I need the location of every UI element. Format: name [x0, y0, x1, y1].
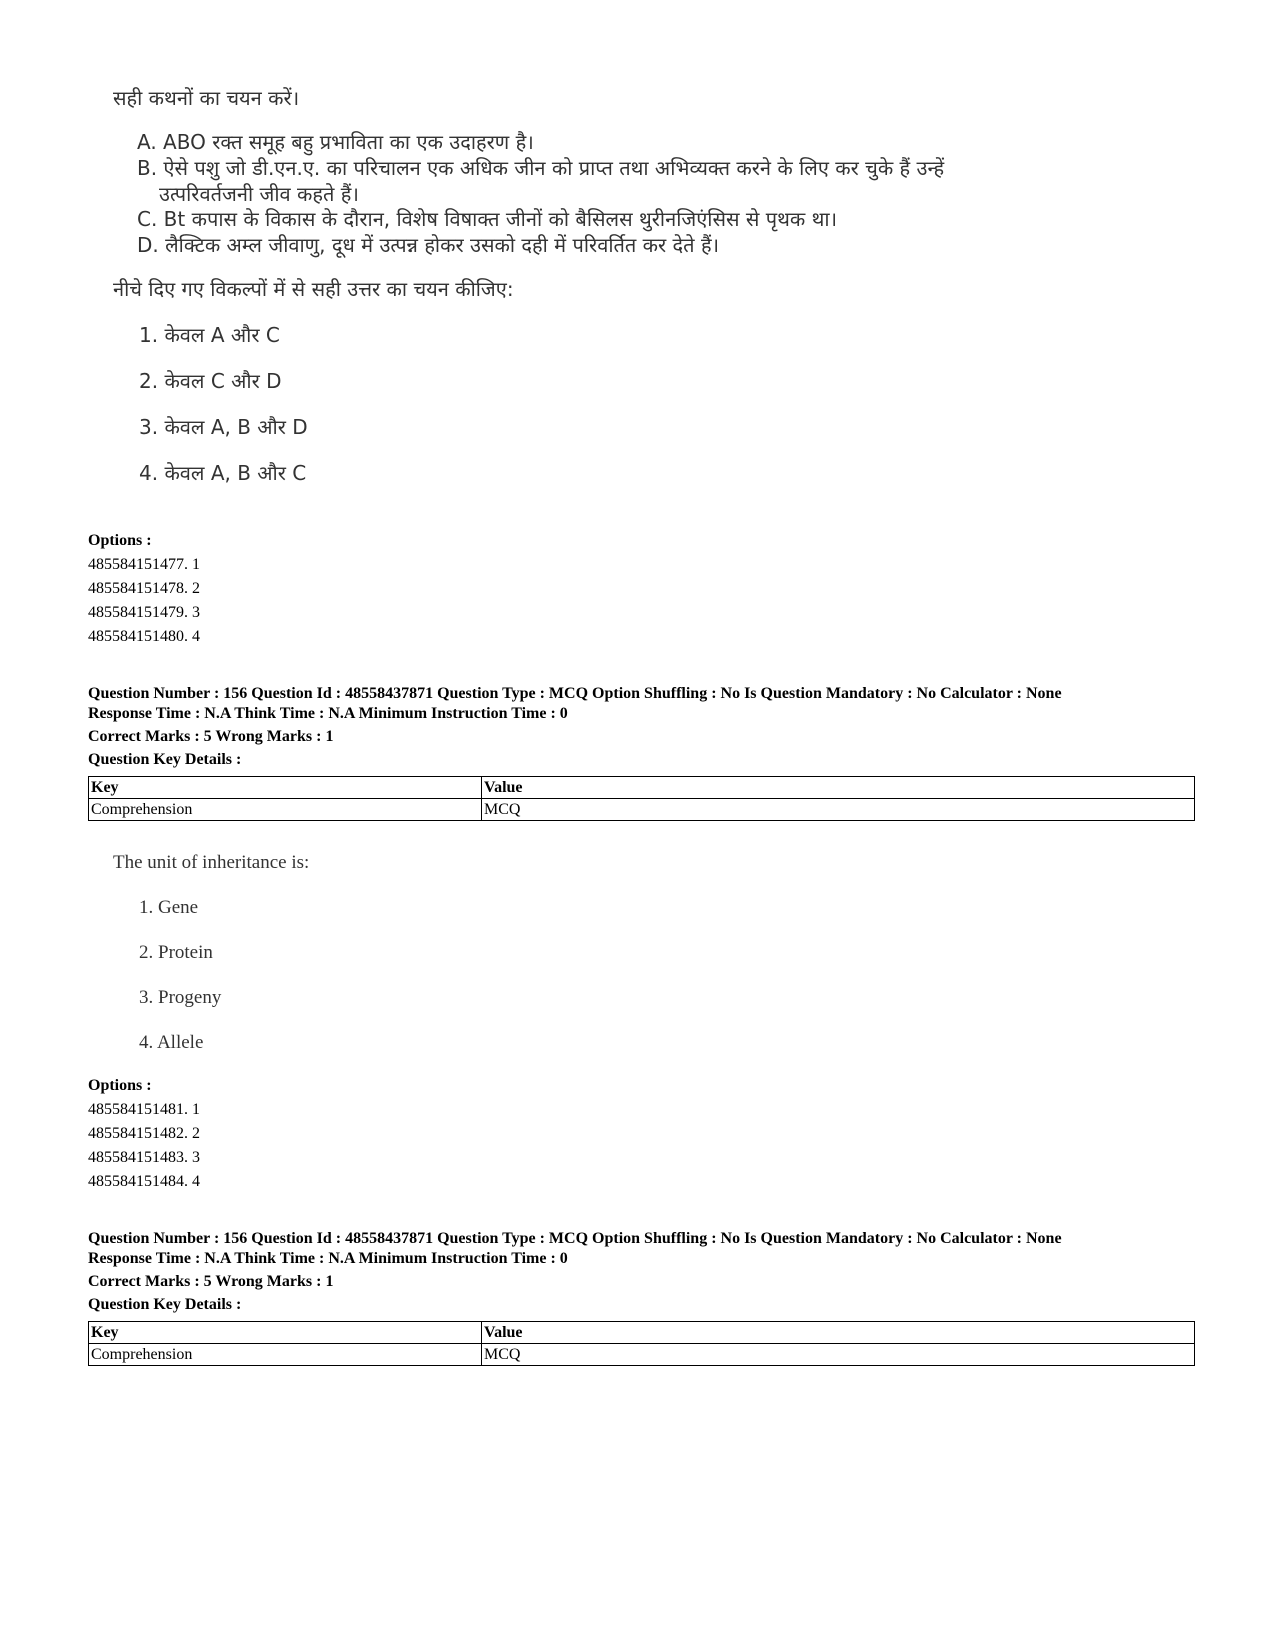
statement-b: B. ऐसे पशु जो डी.एन.ए. का परिचालन एक अधिक जीन को प्राप्त तथा अभिव्यक्त करने के लिए कर चुके हैं उन्हें: [137, 156, 945, 180]
statement-d: D. लैक्टिक अम्ल जीवाणु, दूध में उत्पन्न होकर उसको दही में परिवर्तित कर देते हैं।: [137, 233, 720, 257]
table-cell-key: Comprehension: [89, 1344, 482, 1366]
table-header-value: Value: [482, 1322, 1195, 1344]
option-item: 485584151479. 3: [88, 604, 200, 621]
table-header-row: [89, 1322, 1195, 1344]
table-cell-key: Comprehension: [89, 799, 482, 821]
question-meta-line1: Question Number : 156 Question Id : 48558437871 Question Type : MCQ Option Shuffling : No Is Question Mandatory : No Calculator : None: [88, 685, 1062, 702]
table-header-value: Value: [482, 777, 1195, 799]
key-details-table: [88, 776, 1195, 821]
option-item: 485584151484. 4: [88, 1173, 200, 1190]
choice-3: 3. केवल A, B और D: [139, 415, 308, 439]
choice-4: 4. Allele: [139, 1032, 204, 1053]
question-meta-line2: Response Time : N.A Think Time : N.A Minimum Instruction Time : 0: [88, 1250, 568, 1267]
statement-b-cont: उत्परिवर्तजनी जीव कहते हैं।: [159, 182, 359, 206]
question-meta-line2: Response Time : N.A Think Time : N.A Minimum Instruction Time : 0: [88, 705, 568, 722]
choice-4: 4. केवल A, B और C: [139, 461, 307, 485]
option-item: 485584151483. 3: [88, 1149, 200, 1166]
table-cell-value: MCQ: [482, 799, 1195, 821]
key-details-label: Question Key Details :: [88, 751, 242, 768]
statement-a: A. ABO रक्त समूह बहु प्रभाविता का एक उदाहरण है।: [137, 130, 534, 154]
question-stem: सही कथनों का चयन करें।: [113, 86, 300, 110]
question-meta-line1: Question Number : 156 Question Id : 48558437871 Question Type : MCQ Option Shuffling : No Is Question Mandatory : No Calculator : None: [88, 1230, 1062, 1247]
question-instruction: नीचे दिए गए विकल्पों में से सही उत्तर का चयन कीजिए:: [113, 277, 514, 301]
table-header-row: [89, 777, 1195, 799]
choice-2: 2. Protein: [139, 942, 213, 963]
option-item: 485584151481. 1: [88, 1101, 200, 1118]
options-block: [88, 529, 1195, 649]
options-block: [88, 1074, 1195, 1194]
question-stem: The unit of inheritance is:: [113, 852, 310, 873]
option-item: 485584151478. 2: [88, 580, 200, 597]
choice-2: 2. केवल C और D: [139, 369, 282, 393]
choice-1: 1. Gene: [139, 897, 199, 918]
question-meta: [88, 684, 1195, 770]
choice-1: 1. केवल A और C: [139, 323, 280, 347]
marks-line: Correct Marks : 5 Wrong Marks : 1: [88, 728, 334, 745]
option-item: 485584151477. 1: [88, 556, 200, 573]
question-meta: [88, 1229, 1195, 1315]
statement-c: C. Bt कपास के विकास के दौरान, विशेष विषाक्त जीनों को बैसिलस थुरीनजिएंसिस से पृथक था।: [137, 207, 838, 231]
option-item: 485584151482. 2: [88, 1125, 200, 1142]
options-label: Options :: [88, 1077, 152, 1094]
choice-3: 3. Progeny: [139, 987, 222, 1008]
table-header-key: Key: [89, 777, 482, 799]
table-header-key: Key: [89, 1322, 482, 1344]
marks-line: Correct Marks : 5 Wrong Marks : 1: [88, 1273, 334, 1290]
options-label: Options :: [88, 532, 152, 549]
table-row: [89, 1344, 1195, 1366]
key-details-label: Question Key Details :: [88, 1296, 242, 1313]
table-cell-value: MCQ: [482, 1344, 1195, 1366]
key-details-table-wrap: [88, 1319, 1195, 1366]
table-row: [89, 799, 1195, 821]
option-item: 485584151480. 4: [88, 628, 200, 645]
key-details-table-wrap: [88, 774, 1195, 821]
key-details-table: [88, 1321, 1195, 1366]
